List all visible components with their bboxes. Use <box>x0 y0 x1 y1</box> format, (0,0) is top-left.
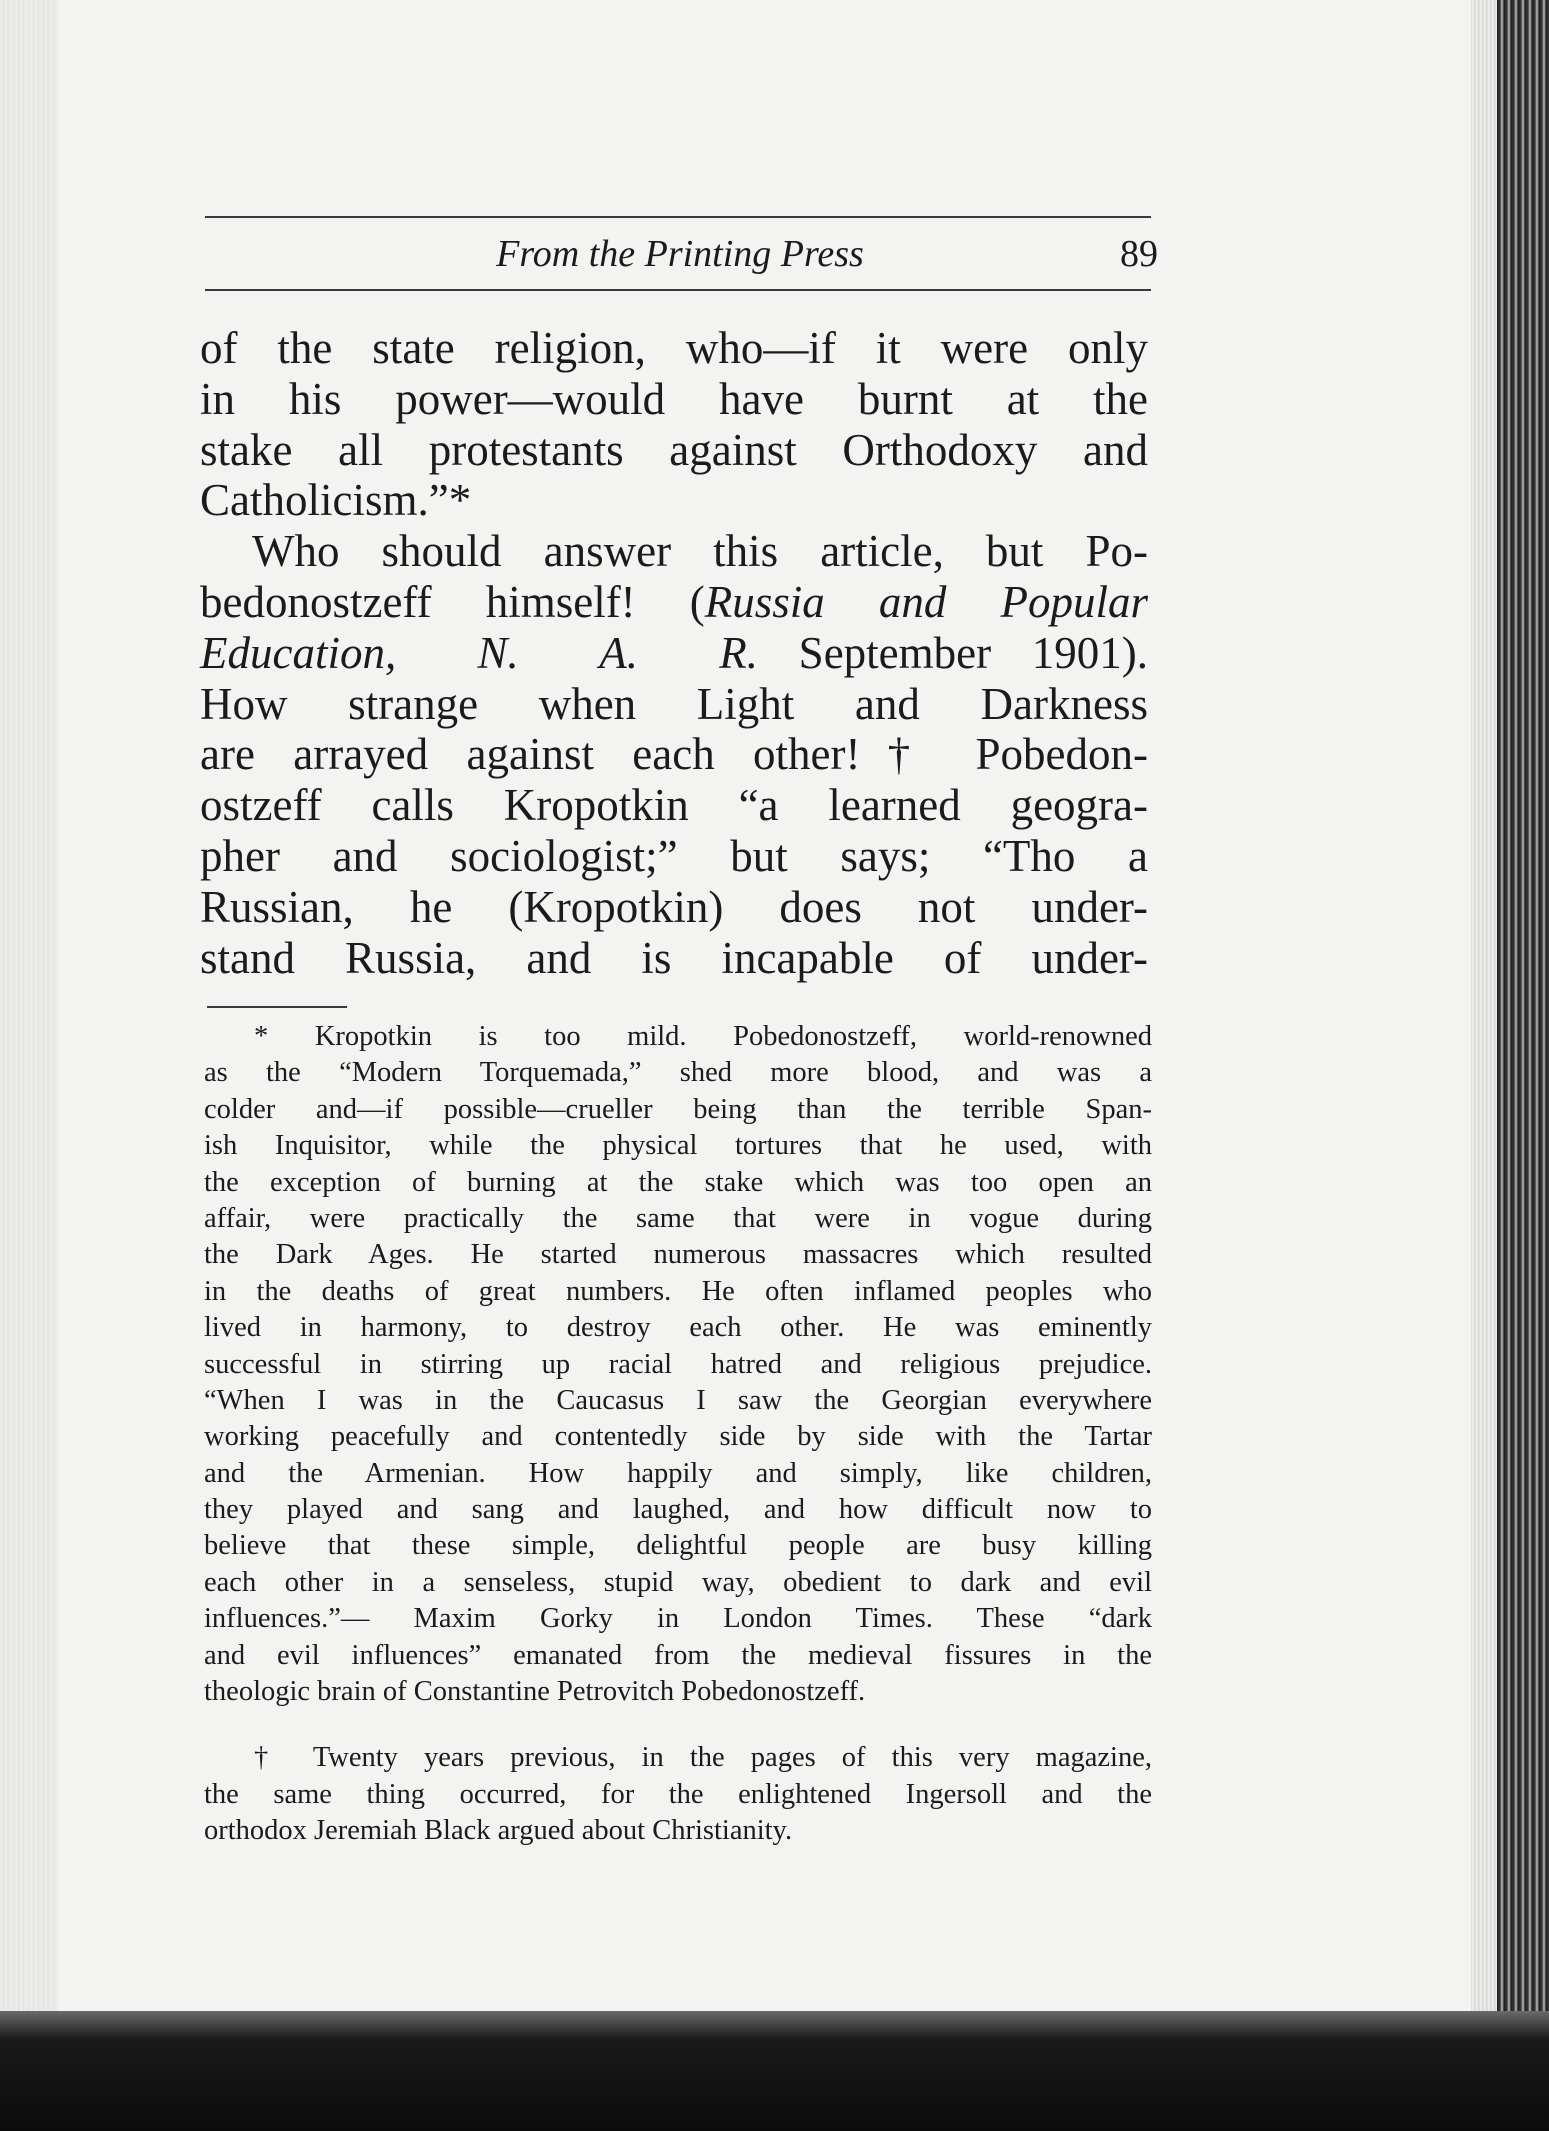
body-line-text: Who should answer this article, but Po- <box>252 526 1148 577</box>
scan-edge-bottom <box>0 2011 1549 2131</box>
footnote-line: the same thing occurred, for the enlightened Ingersoll and the <box>204 1778 1152 1810</box>
footnote-line: and evil influences” emanated from the medieval fissures in the <box>204 1639 1152 1671</box>
body-line-text: of the state religion, who—if it were only <box>200 323 1148 373</box>
body-line <box>200 933 1148 984</box>
body-line-text: ostzeff calls Kropotkin “a learned geogra- <box>200 780 1148 831</box>
footnote-line: the exception of burning at the stake which was too open an <box>204 1166 1152 1198</box>
body-line <box>200 780 1148 831</box>
footnote-line: affair, were practically the same that were in vogue during <box>204 1202 1152 1234</box>
body-text <box>200 323 1148 983</box>
footnote-rule <box>207 1006 347 1008</box>
body-line <box>200 577 1148 628</box>
body-line-text: Russian, he (Kropotkin) does not under- <box>200 881 1148 932</box>
footnote-line: ish Inquisitor, while the physical tortures that he used, with <box>204 1130 1152 1162</box>
scan-edge-left <box>0 0 58 2131</box>
body-line <box>200 831 1148 882</box>
header-rule-bottom <box>205 289 1151 291</box>
footnote-line: colder and—if possible—crueller being than the terrible Span- <box>204 1093 1152 1125</box>
footnote-line: the Dark Ages. He started numerous massacres which resulted <box>204 1239 1152 1271</box>
footnote-line: “When I was in the Caucasus I saw the Georgian everywhere <box>204 1384 1152 1416</box>
body-line <box>200 628 1148 679</box>
footnote-line: as the “Modern Torquemada,” shed more blood, and was a <box>204 1057 1152 1089</box>
footnote-line: † Twenty years previous, in the pages of this very magazine, <box>254 1742 1152 1774</box>
header-rule-top <box>205 216 1151 218</box>
body-line <box>200 882 1148 933</box>
body-line <box>200 526 1148 577</box>
footnote-line: believe that these simple, delightful people are busy killing <box>204 1530 1152 1562</box>
footnote-line: lived in harmony, to destroy each other. He was eminently <box>204 1312 1152 1344</box>
footnotes <box>204 1019 1152 1850</box>
footnote-line: in the deaths of great numbers. He often inflamed peoples who <box>204 1275 1152 1307</box>
footnote-line: * Kropotkin is too mild. Pobedonostzeff, world-renowned <box>254 1021 1152 1052</box>
body-line-text: Catholicism.”* <box>200 475 472 526</box>
body-line-text: stake all protestants against Orthodoxy and <box>200 424 1148 475</box>
body-line-text: bedonostzeff himself! ( <box>200 576 705 627</box>
body-line <box>200 425 1148 476</box>
body-line-text: September 1901). <box>758 627 1148 678</box>
body-line-text: How strange when Light and Darkness <box>200 678 1148 729</box>
page-number: 89 <box>1120 233 1158 275</box>
citation-title: Russia and Popular <box>704 576 1148 627</box>
body-line <box>200 374 1148 425</box>
footnote-ingersoll <box>204 1740 1152 1849</box>
body-line <box>200 729 1148 780</box>
footnote-line: successful in stirring up racial hatred and religious prejudice. <box>204 1348 1152 1380</box>
body-line-text: stand Russia, and is incapable of under- <box>200 932 1148 983</box>
body-line <box>200 475 1148 526</box>
scan-page-stack <box>1471 0 1497 2131</box>
footnote-line: theologic brain of Constantine Petrovitch Pobedonostzeff. <box>204 1676 866 1708</box>
footnote-line: orthodox Jeremiah Black argued about Christianity. <box>204 1815 793 1847</box>
body-line-text: are arrayed against each other!† Pobedon- <box>200 729 1148 780</box>
footnote-line: they played and sang and laughed, and how difficult now to <box>204 1494 1152 1526</box>
footnote-line: each other in a senseless, stupid way, obedient to dark and evil <box>204 1566 1152 1598</box>
body-line-text: pher and sociologist;” but says; “Tho a <box>200 830 1148 881</box>
footnote-gap <box>204 1710 1152 1740</box>
body-line <box>200 323 1148 374</box>
footnote-line: influences.”— Maxim Gorky in London Times. These “dark <box>204 1603 1152 1635</box>
footnote-line: working peacefully and contentedly side by side with the Tartar <box>204 1421 1152 1453</box>
citation-title: Education, N. A. R. <box>200 627 759 678</box>
body-line <box>200 679 1148 730</box>
running-title: From the Printing Press <box>496 233 864 275</box>
footnote-line: and the Armenian. How happily and simply, like children, <box>204 1457 1152 1489</box>
body-line-text: in his power—would have burnt at the <box>200 373 1148 424</box>
footnote-kropotkin <box>204 1019 1152 1710</box>
scan-edge-right <box>1497 0 1549 2131</box>
